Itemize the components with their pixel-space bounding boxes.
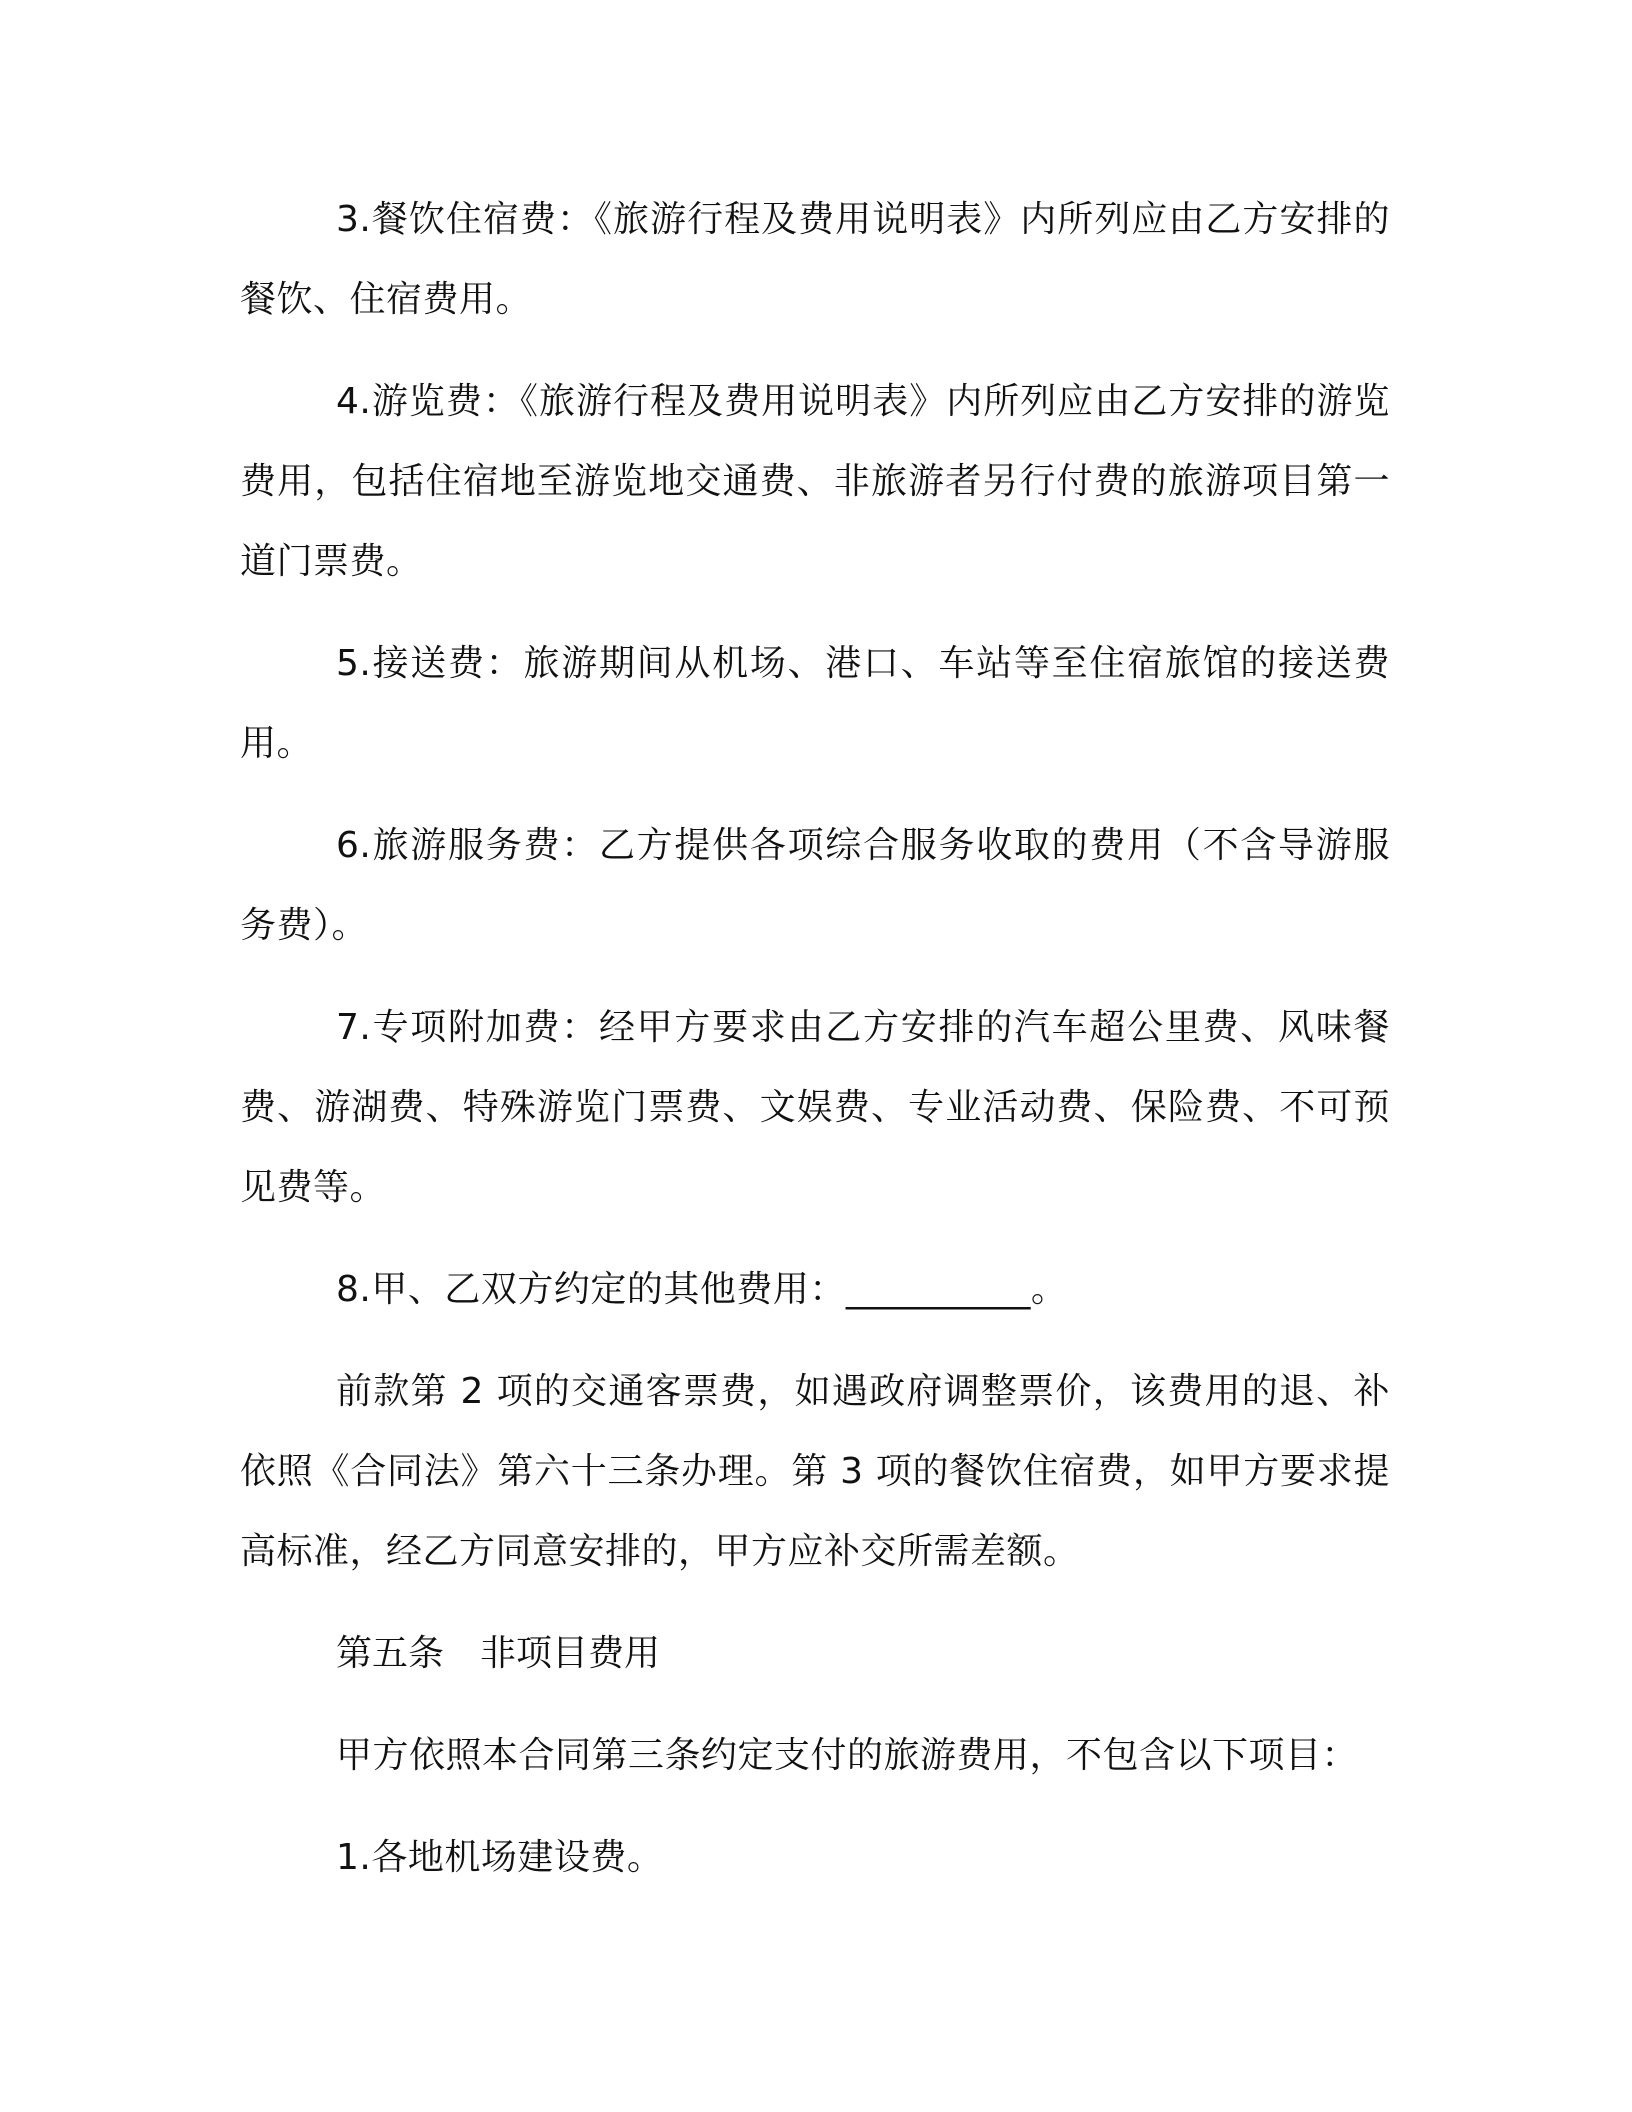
document-body	[240, 180, 1390, 1920]
paragraph-airport-fee: 1.各地机场建设费。	[336, 1837, 664, 1878]
paragraph-fare-adjustment: 前款第 2 项的交通客票费，如遇政府调整票价，该费用的退、补依照《合同法》第六十三条办理。第 3 项的餐饮住宿费，如甲方要求提高标准，经乙方同意安排的，甲方应补交所需差额。	[240, 1371, 1390, 1572]
paragraph-meals-lodging: 3.餐饮住宿费：《旅游行程及费用说明表》内所列应由乙方安排的餐饮、住宿费用。	[240, 199, 1390, 320]
section-heading-article-5: 第五条 非项目费用	[336, 1633, 661, 1674]
paragraph-transfer-fee: 5.接送费：旅游期间从机场、港口、车站等至住宿旅馆的接送费用。	[240, 643, 1390, 764]
paragraph-other-fees: 8.甲、乙双方约定的其他费用：__________。	[336, 1269, 1068, 1310]
paragraph-special-surcharge: 7.专项附加费：经甲方要求由乙方安排的汽车超公里费、风味餐费、游湖费、特殊游览门票费、文娱费、专业活动费、保险费、不可预见费等。	[240, 1007, 1390, 1208]
paragraph-sightseeing-fee: 4.游览费：《旅游行程及费用说明表》内所列应由乙方安排的游览费用，包括住宿地至游览地交通费、非旅游者另行付费的旅游项目第一道门票费。	[240, 381, 1390, 582]
paragraph-service-fee: 6.旅游服务费：乙方提供各项综合服务收取的费用（不含导游服务费）。	[240, 825, 1390, 946]
paragraph-excluded-items-intro: 甲方依照本合同第三条约定支付的旅游费用，不包含以下项目：	[336, 1735, 1359, 1776]
